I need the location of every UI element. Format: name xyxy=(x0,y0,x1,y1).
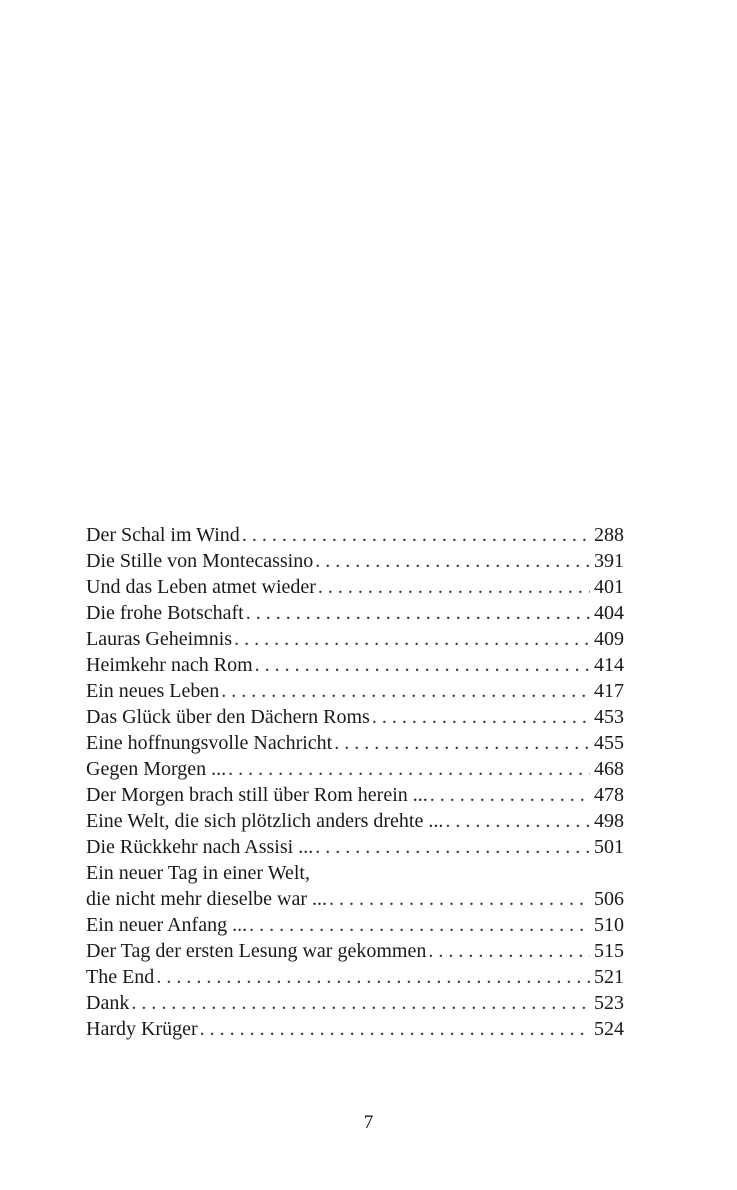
toc-entry-page: 523 xyxy=(594,992,624,1014)
toc-entry-title: die nicht mehr dieselbe war ... xyxy=(86,888,328,910)
toc-dot-leader xyxy=(226,756,590,782)
toc-dot-leader xyxy=(332,730,590,756)
toc-entry[interactable] xyxy=(86,522,624,548)
toc-dot-leader xyxy=(370,704,590,730)
toc-entry-page: 455 xyxy=(594,732,624,754)
page-number: 7 xyxy=(363,1112,374,1133)
toc-entry-page: 510 xyxy=(594,914,624,936)
toc-entry[interactable] xyxy=(86,626,624,652)
toc-entry[interactable] xyxy=(86,964,624,990)
toc-entry-title: Lauras Geheimnis xyxy=(86,628,233,650)
toc-entry-title: Und das Leben atmet wieder xyxy=(86,576,316,598)
toc-dot-leader xyxy=(253,652,590,678)
toc-entry[interactable] xyxy=(86,886,624,912)
toc-entry-title: The End xyxy=(86,966,155,988)
toc-dot-leader xyxy=(316,574,590,600)
toc-entry[interactable] xyxy=(86,548,624,574)
toc-entry-page: 409 xyxy=(594,628,624,650)
toc-entry[interactable] xyxy=(86,912,624,938)
toc-entry[interactable] xyxy=(86,990,624,1016)
toc-dot-leader xyxy=(232,626,590,652)
toc-entry-page: 478 xyxy=(594,784,624,806)
toc-entry-title: Der Morgen brach still über Rom herein ... xyxy=(86,784,428,806)
toc-dot-leader xyxy=(244,600,590,626)
toc-entry-page: 453 xyxy=(594,706,624,728)
toc-entry-page: 288 xyxy=(594,524,624,546)
toc-entry-first-line[interactable] xyxy=(86,860,624,886)
toc-entry[interactable] xyxy=(86,704,624,730)
toc-entry[interactable] xyxy=(86,600,624,626)
toc-entry-title: Der Schal im Wind xyxy=(86,524,240,546)
toc-entry[interactable] xyxy=(86,574,624,600)
toc-entry-title: Ein neues Leben xyxy=(86,680,220,702)
toc-entry-title: Eine Welt, die sich plötzlich anders drehte ... xyxy=(86,810,444,832)
toc-entry[interactable] xyxy=(86,938,624,964)
toc-entry-title: Die frohe Botschaft xyxy=(86,602,244,624)
toc-entry-title: Die Rückkehr nach Assisi ... xyxy=(86,836,314,858)
toc-entry[interactable] xyxy=(86,834,624,860)
toc-dot-leader xyxy=(129,990,590,1016)
toc-entry-page: 468 xyxy=(594,758,624,780)
toc-entry[interactable] xyxy=(86,782,624,808)
toc-dot-leader xyxy=(198,1016,590,1042)
toc-entry[interactable] xyxy=(86,808,624,834)
toc-entry-title: Hardy Krüger xyxy=(86,1018,198,1040)
toc-entry-page: 506 xyxy=(594,888,624,910)
toc-entry[interactable] xyxy=(86,678,624,704)
toc-entry-title: Ein neuer Anfang ... xyxy=(86,914,248,936)
toc-entry-page: 515 xyxy=(594,940,624,962)
toc-entry-page: 414 xyxy=(594,654,624,676)
toc-entry-page: 404 xyxy=(594,602,624,624)
toc-entry-title: Eine hoffnungsvolle Nachricht xyxy=(86,732,333,754)
toc-dot-leader xyxy=(247,912,590,938)
toc-dot-leader xyxy=(443,808,590,834)
toc-entry-title: Heimkehr nach Rom xyxy=(86,654,253,676)
toc-entry-page: 401 xyxy=(594,576,624,598)
toc-dot-leader xyxy=(426,938,590,964)
table-of-contents xyxy=(86,522,624,1042)
toc-dot-leader xyxy=(154,964,590,990)
toc-entry[interactable] xyxy=(86,1016,624,1042)
toc-entry-page: 391 xyxy=(594,550,624,572)
toc-entry-page: 501 xyxy=(594,836,624,858)
toc-entry[interactable] xyxy=(86,756,624,782)
toc-entry-page: 498 xyxy=(594,810,624,832)
toc-entry[interactable] xyxy=(86,730,624,756)
toc-dot-leader xyxy=(240,522,590,548)
toc-dot-leader xyxy=(219,678,590,704)
toc-entry-title: Das Glück über den Dächern Roms xyxy=(86,706,370,728)
toc-entry-page: 521 xyxy=(594,966,624,988)
toc-dot-leader xyxy=(313,834,590,860)
toc-entry-page: 524 xyxy=(594,1018,624,1040)
toc-entry-title: Der Tag der ersten Lesung war gekommen xyxy=(86,940,427,962)
toc-dot-leader xyxy=(428,782,590,808)
toc-entry-title: Ein neuer Tag in einer Welt, xyxy=(86,862,310,884)
toc-dot-leader xyxy=(327,886,590,912)
toc-entry-title: Die Stille von Montecassino xyxy=(86,550,314,572)
toc-entry-title: Gegen Morgen ... xyxy=(86,758,227,780)
toc-entry[interactable] xyxy=(86,652,624,678)
toc-dot-leader xyxy=(313,548,590,574)
toc-entry-page: 417 xyxy=(594,680,624,702)
toc-entry-title: Dank xyxy=(86,992,130,1014)
